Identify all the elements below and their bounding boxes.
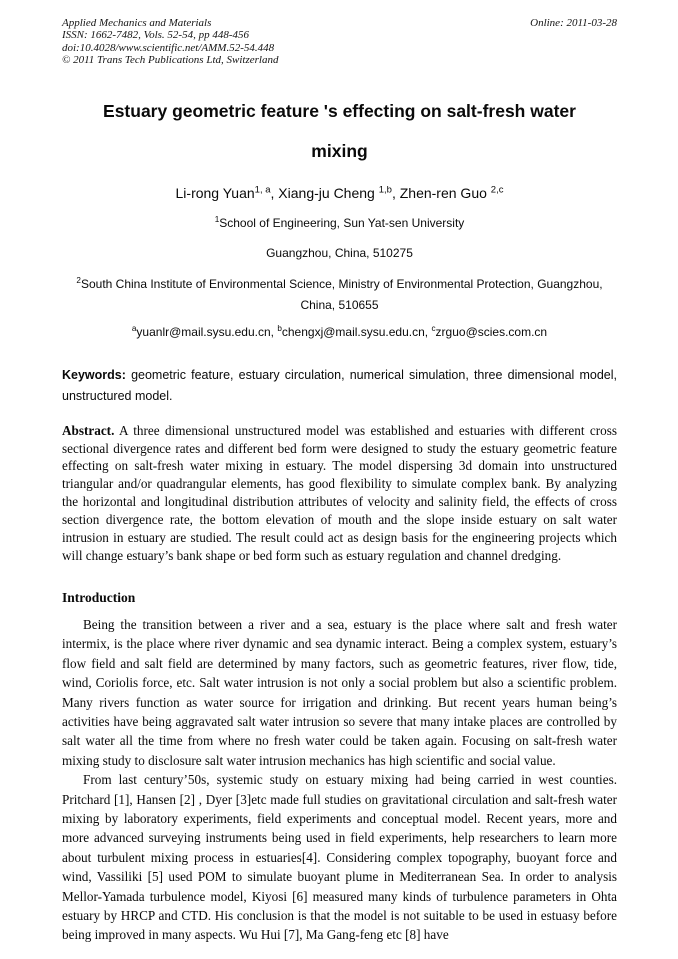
keywords-block [62,365,617,407]
affiliation-2-mark: 2 [76,275,81,285]
keywords-text: geometric feature, estuary circulation, numerical simulation, three dimensional model, unstructured model. [62,367,617,403]
affiliation-1 [62,215,617,231]
author-affiliation-mark: 1,b [378,183,392,195]
journal-header [62,17,617,67]
author-affiliation-mark: 2,c [490,183,504,195]
introduction-paragraph-2: From last century’50s, systemic study on estuary mixing had being carried in west counties. Pritchard [1], Hansen [2] , Dyer [3]etc made full studies on gravitational circulation and salt-fresh water mixing by laboratory experiments, field experiments and conceptual model. Recent years, more and more advanced surveying instruments being used in field experiments, help researchers to learn more about turbulent mixing process in estuaries[4]. Considering complex topography, buoyant force and wind, Vassiliki [5] used POM to simulate buoyant plume in Mediterranean Sea. In order to analysis Mellor-Yamada turbulence model, Kiyosi [6] measured many kinds of turbulence parameters in Ohta estuary by HRCP and CTD. His conclusion is that the model is not suitable to be used in estuasy before being improved in many aspects. Wu Hui [7], Ma Gang-feng etc [8] have [62,772,617,943]
affiliation-1-mark: 1 [214,214,220,224]
author-affiliation-mark: 1, a [254,183,271,195]
online-date: Online: 2011-03-28 [530,17,617,29]
author-name: , Zhen-ren Guo [391,184,491,201]
email-b: chengxj@mail.sysu.edu.cn, [281,324,432,339]
email-mark-c: c [431,323,436,333]
introduction-heading: Introduction [62,589,136,605]
author-name: , Xiang-ju Cheng [270,184,379,201]
journal-issn-line: ISSN: 1662-7482, Vols. 52-54, pp 448-456 [62,29,249,42]
author-emails [62,325,617,339]
introduction-paragraph-1: Being the transition between a river and a sea, estuary is the place where salt and fresh water intermix, is the place where river dynamic and sea dynamic interact. Being a complex system, estuary’s flow field and salt field are determined by many factors, such as geometric features, river flow, tide, wind, Coriolis force, etc. Salt water intrusion is not only a social problem but also a scientific problem. Many rivers function as water source for irrigation and drinking. But recent years human being’s activities have being aggravated salt water intrusion so severe that many intake places are controlled by salt water all the time from where no fresh water could be taken again. Focusing on salt-fresh water mixing study to disclosure salt water intrusion mechanics has high scientific and social value. [62,616,617,768]
email-mark-b: b [277,323,282,333]
keywords-label: Keywords: [62,367,126,382]
journal-name: Applied Mechanics and Materials [62,17,212,29]
affiliation-2 [62,274,617,316]
email-a: yuanlr@mail.sysu.edu.cn, [136,324,278,339]
journal-copyright-line: © 2011 Trans Tech Publications Ltd, Switzerland [62,54,279,67]
journal-header-left [62,17,278,67]
affiliation-1-city: Guangzhou, China, 510275 [266,245,413,260]
abstract-text: A three dimensional unstructured model was established and estuaries with different cross sectional divergence rates and different bed form were designed to study the estuary geometric feature effecting on salt-fresh water mixing in estuary. The model dispersing 3d domain into unstructured triangular and/or quadrangular elements, has good flexibility to simulate complex bank. By analyzing the horizontal and longitudinal distribution attributes of velocity and salinity field, the effects of cross section divergence rate, the bottom elevation of mouth and the slope inside estuary on salt water intrusion in estuary are studied. The result could act as design basis for the engineering projects which will change estuary’s bank shape or bed form such as estuary regulation and channel dredging. [62,422,617,563]
affiliation-2-text: South China Institute of Environmental Science, Ministry of Environmental Protection, Guangzhou, China, 510655 [80,276,603,312]
email-c: zrguo@scies.com.cn [435,324,548,339]
journal-doi-line: doi:10.4028/www.scientific.net/AMM.52-54.448 [62,41,275,54]
affiliation-1-text: School of Engineering, Sun Yat-sen University [219,215,465,230]
email-mark-a: a [131,323,137,333]
abstract-block [62,422,617,565]
abstract-label: Abstract. [62,422,115,438]
paper-title: Estuary geometric feature 's effecting on salt-fresh water mixing [103,100,576,161]
author-line [62,185,617,201]
author-name: Li-rong Yuan [175,184,255,201]
